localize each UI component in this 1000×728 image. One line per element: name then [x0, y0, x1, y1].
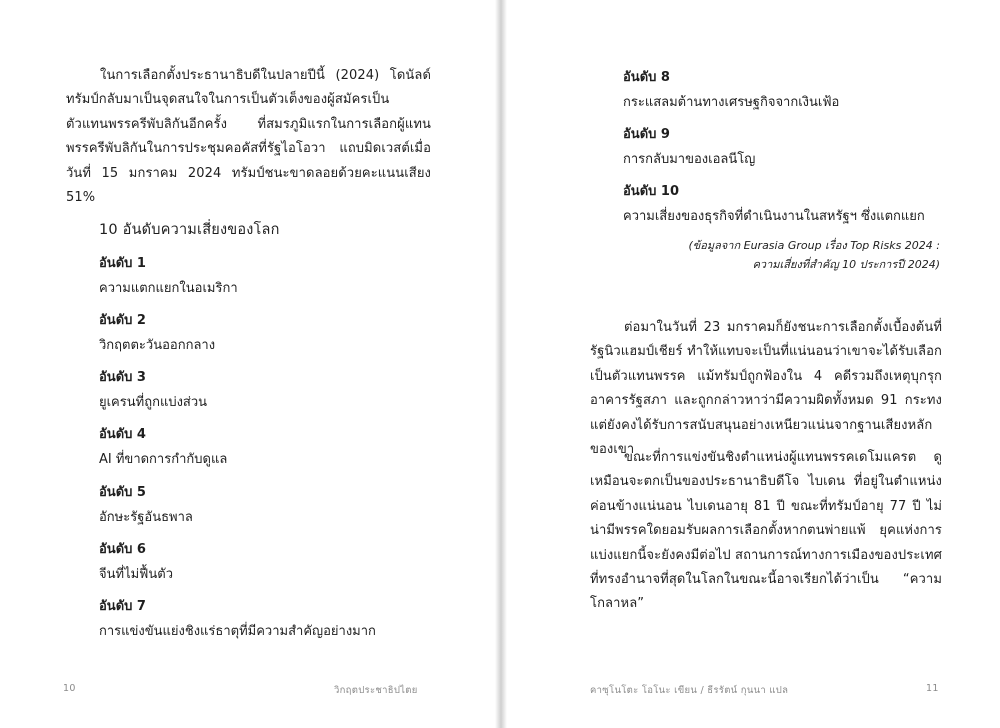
section-heading: 10 อันดับความเสี่ยงของโลก	[99, 222, 280, 238]
risk-item-8	[623, 69, 983, 112]
left-page	[0, 0, 499, 728]
risk-description: วิกฤตตะวันออกกลาง	[99, 338, 216, 353]
risk-description: กระแสลมต้านทางเศรษฐกิจจากเงินเฟ้อ	[623, 95, 840, 110]
risk-description: จีนที่ไม่ฟื้นตัว	[99, 567, 174, 582]
risk-description: การกลับมาของเอลนีโญ	[623, 152, 756, 167]
risk-item-5	[99, 484, 459, 527]
risk-description: ความแตกแยกในอเมริกา	[99, 281, 238, 296]
source-note-line-2: ความเสี่ยงที่สำคัญ 10 ประการปี 2024)	[752, 258, 940, 271]
risk-rank: อันดับ 5	[99, 485, 146, 500]
risk-rank: อันดับ 6	[99, 542, 146, 557]
risk-description: อักษะรัฐอันธพาล	[99, 510, 193, 525]
risk-description: ความเสี่ยงของธุรกิจที่ดำเนินงานในสหรัฐฯ ซึ่งแตกแยก	[623, 209, 925, 224]
risk-rank: อันดับ 4	[99, 427, 146, 442]
risk-item-7	[99, 598, 459, 641]
risk-rank: อันดับ 3	[99, 370, 146, 385]
risk-item-3	[99, 369, 459, 412]
page-number-right: 11	[926, 683, 939, 694]
risk-description: การแข่งขันแย่งชิงแร่ธาตุที่มีความสำคัญอย่างมาก	[99, 624, 376, 639]
risk-item-10	[623, 183, 983, 226]
right-page-paragraph-1: ต่อมาในวันที่ 23 มกราคมก็ยังชนะการเลือกตั้งเบื้องต้นที่รัฐนิวแฮมป์เชียร์ ทำให้แทบจะเป็นที่แน่นอนว่าเขาจะได้รับเลือกเป็นตัวแทนพรรค แม้ทรัมป์ถูกฟ้องใน 4 คดีรวมถึงเหตุบุกรุกอาคารรัฐสภา และถูกกล่าวหาว่ามีความผิดทั้งหมด 91 กระทง แต่ยังคงได้รับการสนับสนุนอย่างเหนียวแน่นจากฐานเสียงหลักของเขา	[590, 320, 942, 458]
risk-rank: อันดับ 2	[99, 313, 146, 328]
risk-item-9	[623, 126, 983, 169]
source-note-line-1: (ข้อมูลจาก Eurasia Group เรื่อง Top Risks 2024 :	[688, 239, 940, 252]
book-gutter	[495, 0, 507, 728]
risk-rank: อันดับ 9	[623, 127, 670, 142]
risk-item-6	[99, 541, 459, 584]
risk-item-4	[99, 426, 459, 469]
risk-item-2	[99, 312, 459, 355]
left-page-paragraph: ในการเลือกตั้งประธานาธิบดีในปลายปีนี้ (2024) โดนัลด์ ทรัมป์กลับมาเป็นจุดสนใจในการเป็นตัวเต็งของผู้สมัครเป็นตัวแทนพรรครีพับลิกันอีกครั้ง ที่สมรภูมิแรกในการเลือกผู้แทนพรรครีพับลิกันในการประชุมคอคัสที่รัฐไอโอวา แถบมิดเวสต์เมื่อวันที่ 15 มกราคม 2024 ทรัมป์ชนะขาดลอยด้วยคะแนนเสียง 51%	[66, 68, 431, 206]
author-translator-credit: คาซุโนโตะ โอโนะ เขียน / ธีรรัตน์ กุนนา แปล	[590, 685, 789, 696]
risk-rank: อันดับ 1	[99, 256, 146, 271]
source-note	[590, 236, 940, 274]
risk-description: AI ที่ขาดการกำกับดูแล	[99, 452, 228, 467]
risk-description: ยูเครนที่ถูกแบ่งส่วน	[99, 395, 208, 410]
risk-item-1	[99, 255, 459, 298]
risk-rank: อันดับ 7	[99, 599, 146, 614]
right-page-paragraph-2: ขณะที่การแข่งขันชิงตำแหน่งผู้แทนพรรคเดโมแครต ดูเหมือนจะตกเป็นของประธานาธิบดีโจ ไบเดน ที่อยู่ในตำแหน่งค่อนข้างแน่นอน ไบเดนอายุ 81 ปี ขณะที่ทรัมป์อายุ 77 ปี ไม่น่ามีพรรคใดยอมรับผลการเลือกตั้งหากตนพ่ายแพ้ ยุคแห่งการแบ่งแยกนี้จะยังคงมีต่อไป สถานการณ์ทางการเมืองของประเทศที่ทรงอำนาจที่สุดในโลกในขณะนี้อาจเรียกได้ว่าเป็น “ความโกลาหล”	[590, 450, 942, 612]
page-number-left: 10	[63, 683, 76, 694]
risk-rank: อันดับ 8	[623, 70, 670, 85]
running-title: วิกฤตประชาธิปไตย	[334, 685, 418, 696]
risk-rank: อันดับ 10	[623, 184, 680, 199]
